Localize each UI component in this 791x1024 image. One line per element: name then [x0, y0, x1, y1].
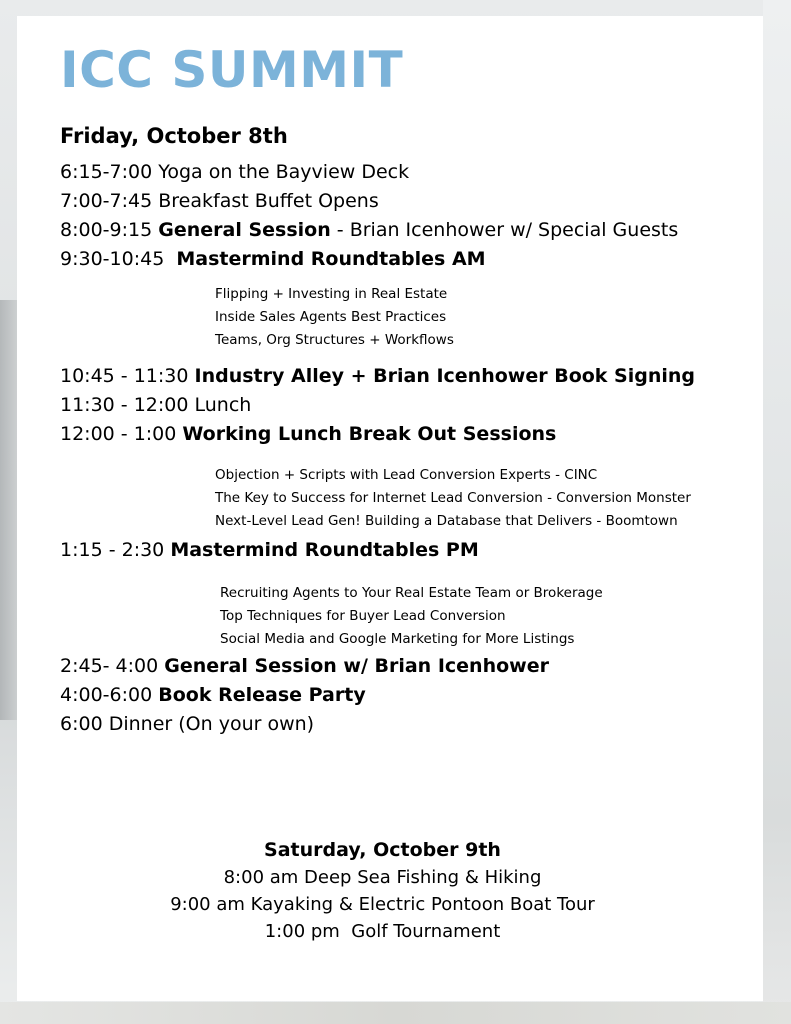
row-text: Yoga on the Bayview Deck [158, 161, 410, 183]
row-time: 9:30-10:45 [60, 248, 165, 270]
row-time: 4:00-6:00 [60, 684, 153, 706]
schedule-row [60, 187, 379, 216]
row-text: Dinner (On your own) [108, 713, 315, 735]
schedule-row [60, 710, 314, 739]
list-item: Next-Level Lead Gen! Building a Database that Delivers - Boomtown [215, 513, 678, 529]
row-bold: Mastermind Roundtables AM [176, 248, 486, 270]
schedule-row [60, 420, 556, 449]
row-bold: General Session [158, 219, 331, 241]
schedule-card [17, 16, 763, 1001]
row-bold: Working Lunch Break Out Sessions [182, 423, 557, 445]
list-item: Teams, Org Structures + Workflows [215, 332, 454, 348]
schedule-row [60, 158, 409, 187]
row-time: 1:15 - 2:30 [60, 539, 165, 561]
row-time: 7:00-7:45 [60, 190, 153, 212]
row-time: 2:45- 4:00 [60, 655, 159, 677]
row-time: 12:00 - 1:00 [60, 423, 177, 445]
saturday-item: 8:00 am Deep Sea Fishing & Hiking [223, 867, 542, 888]
row-text: Breakfast Buffet Opens [158, 190, 379, 212]
background-image-right [763, 0, 791, 1024]
page-title: ICC SUMMIT [60, 41, 404, 99]
schedule-row [60, 216, 678, 245]
row-time: 6:15-7:00 [60, 161, 153, 183]
friday-heading: Friday, October 8th [60, 124, 288, 148]
list-item: The Key to Success for Internet Lead Conversion - Conversion Monster [215, 490, 691, 506]
saturday-item: 9:00 am Kayaking & Electric Pontoon Boat Tour [170, 894, 595, 915]
list-item: Inside Sales Agents Best Practices [215, 309, 447, 325]
list-item: Objection + Scripts with Lead Conversion Experts - CINC [215, 467, 598, 483]
schedule-row [60, 681, 366, 710]
schedule-row [60, 362, 695, 391]
row-bold: Mastermind Roundtables PM [170, 539, 479, 561]
list-item: Top Techniques for Buyer Lead Conversion [220, 608, 506, 624]
row-text: - Brian Icenhower w/ Special Guests [336, 219, 679, 241]
roundtables-pm-list [220, 582, 603, 651]
schedule-row [60, 536, 479, 565]
row-time: 6:00 [60, 713, 103, 735]
row-time: 10:45 - 11:30 [60, 365, 189, 387]
schedule-row [60, 652, 549, 681]
background-image-bottom [0, 1002, 791, 1024]
background-image-left [0, 300, 18, 720]
roundtables-am-list [215, 283, 454, 352]
saturday-item: 1:00 pm Golf Tournament [264, 921, 501, 942]
schedule-row [60, 245, 486, 274]
row-bold: Industry Alley + Brian Icenhower Book Signing [194, 365, 696, 387]
list-item: Flipping + Investing in Real Estate [215, 286, 448, 302]
row-time: 8:00-9:15 [60, 219, 153, 241]
row-time: 11:30 - 12:00 [60, 394, 189, 416]
row-text: Lunch [194, 394, 252, 416]
list-item: Social Media and Google Marketing for More Listings [220, 631, 575, 647]
lunch-sessions-list [215, 464, 691, 533]
list-item: Recruiting Agents to Your Real Estate Team or Brokerage [220, 585, 603, 601]
row-bold: Book Release Party [158, 684, 366, 706]
row-bold: General Session w/ Brian Icenhower [164, 655, 549, 677]
schedule-row [60, 391, 251, 420]
saturday-heading: Saturday, October 9th [264, 839, 501, 861]
